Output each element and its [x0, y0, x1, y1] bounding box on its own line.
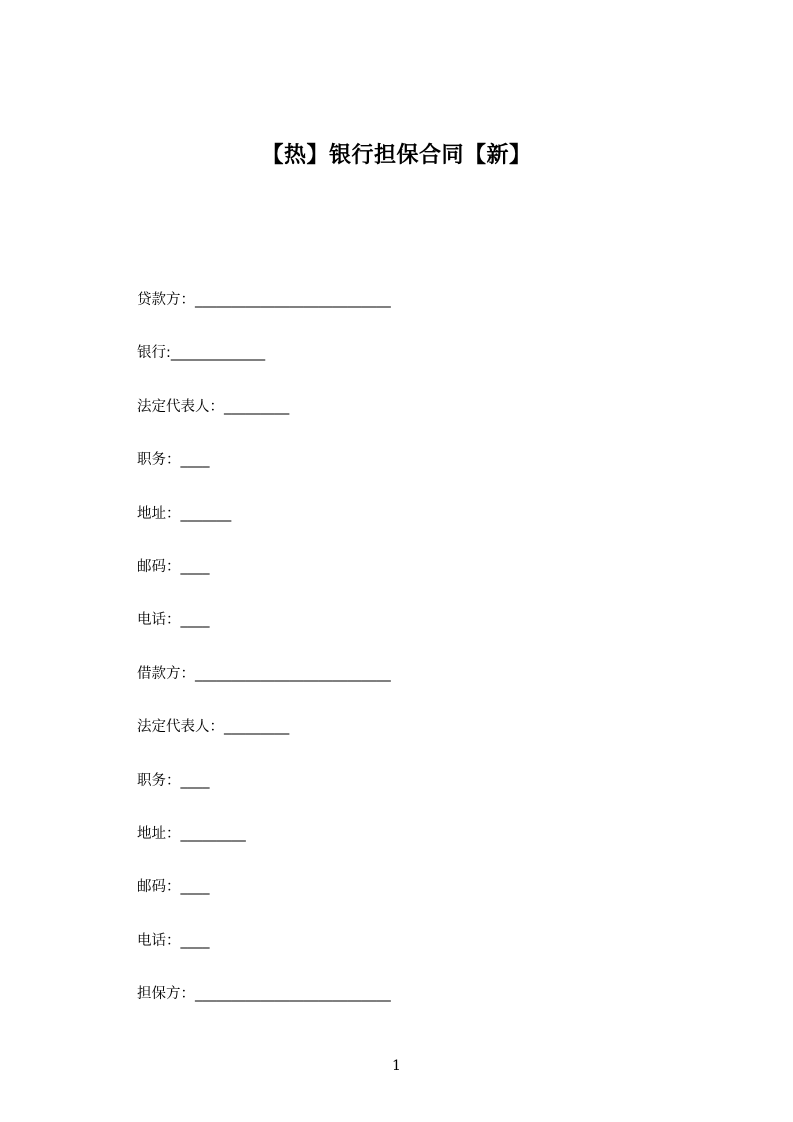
borrower-position-field: 职务：____	[137, 772, 210, 789]
lender-address-field: 地址：_______	[137, 505, 232, 522]
bank-field: 银行:_____________	[137, 345, 266, 362]
lender-postcode-field: 邮码：____	[137, 558, 210, 575]
lender-field: 贷款方：___________________________	[137, 292, 391, 308]
page-number: 1	[392, 1058, 401, 1074]
lender-position-field: 职务：____	[137, 452, 210, 469]
borrower-field: 借款方：___________________________	[137, 665, 391, 682]
lender-legal-representative-field: 法定代表人：_________	[137, 398, 290, 415]
borrower-address-field: 地址：_________	[137, 825, 246, 842]
guarantor-field: 担保方：___________________________	[137, 986, 391, 1003]
lender-phone-field: 电话：____	[137, 612, 210, 629]
borrower-phone-field: 电话：____	[137, 932, 210, 949]
borrower-postcode-field: 邮码：____	[137, 879, 210, 896]
party-info-fields	[137, 287, 677, 1034]
document-title: 【热】银行担保合同【新】	[261, 143, 532, 168]
borrower-legal-representative-field: 法定代表人：_________	[137, 719, 290, 736]
